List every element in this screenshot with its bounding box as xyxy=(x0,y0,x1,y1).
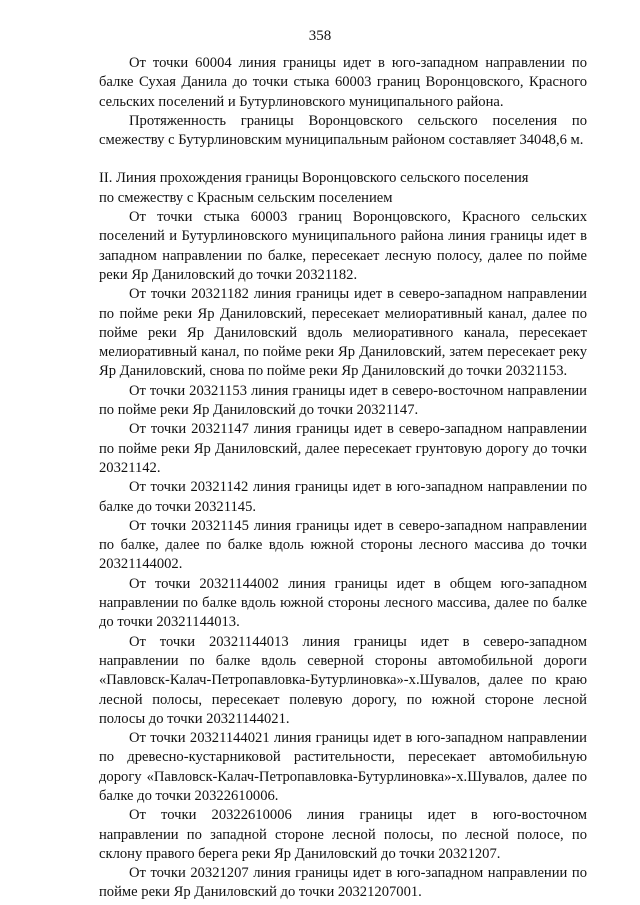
paragraph: От точки 20321144021 линия границы идет в юго-западном направлении по древесно-кустарниковой растительности, пересекает автомобильную дорогу «Павловск-Калач-Петропавловка-Бутурлиновка»-х.Шувалов, далее по балке до точки 20322610006. xyxy=(99,730,587,804)
paragraph: От точки 20321144002 линия границы идет в общем юго-западном направлении по балке вдоль южной стороны лесного массива, далее по балке до точки 20321144013. xyxy=(99,575,587,631)
paragraph: От точки 20321144013 линия границы идет в северо-западном направлении по балке вдоль северной стороны автомобильной дороги «Павловск-Калач-Петропавловка-Бутурлиновка»-х.Шувалов, далее по краю лесной полосы, пересекает полевую дорогу, по южной стороне лесной полосы до точки 20321144021. xyxy=(99,633,587,727)
paragraph: От точки 20322610006 линия границы идет в юго-восточном направлении по западной стороне лесной полосы, по лесной полосе, по склону правого берега реки Яр Даниловский до точки 20321207. xyxy=(99,807,587,862)
paragraph: От точки 20321145 линия границы идет в северо-западном направлении по балке, далее по балке вдоль южной стороны лесного массива до точки 20321144002. xyxy=(99,517,587,573)
paragraph: От точки стыка 60003 границ Воронцовского, Красного сельских поселений и Бутурлиновского муниципального района линия границы идет в западном направлении по балке, пересекает лесную полосу, далее по пойме реки Яр Даниловский до точки 20321182. xyxy=(99,209,587,283)
paragraph: От точки 20321147 линия границы идет в северо-западном направлении по пойме реки Яр Даниловский, далее пересекает грунтовую дорогу до точки 20321142. xyxy=(99,421,587,476)
paragraph: Протяженность границы Воронцовского сельского поселения по смежеству с Бутурлиновским муниципальным районом составляет 34048,6 м. xyxy=(99,112,587,149)
page-number: 358 xyxy=(308,28,332,44)
section-heading: II. Линия прохождения границы Воронцовского сельского поселения xyxy=(99,170,529,187)
document-body xyxy=(99,54,587,903)
paragraph: От точки 20321182 линия границы идет в северо-западном направлении по пойме реки Яр Даниловский, пересекает мелиоративный канал, далее по пойме реки Яр Даниловский вдоль мелиоративного канала, пересекает мелиоративный канал, по пойме реки Яр Даниловский, затем пересекает реку Яр Даниловский, снова по пойме реки Яр Даниловский до точки 20321153. xyxy=(99,286,587,380)
paragraph: От точки 20321142 линия границы идет в юго-западном направлении по балке до точки 20321145. xyxy=(99,479,587,515)
paragraph: От точки 20321207 линия границы идет в юго-западном направлении по пойме реки Яр Даниловский до точки 20321207001. xyxy=(99,865,587,901)
paragraph: От точки 20321153 линия границы идет в северо-восточном направлении по пойме реки Яр Даниловский до точки 20321147. xyxy=(99,382,587,419)
paragraph: От точки 60004 линия границы идет в юго-западном направлении по балке Сухая Данила до точки стыка 60003 границ Воронцовского, Красного сельских поселений и Бутурлиновского муниципального района. xyxy=(99,55,587,110)
section-heading-continuation: по смежеству с Красным сельским поселением xyxy=(99,189,393,206)
